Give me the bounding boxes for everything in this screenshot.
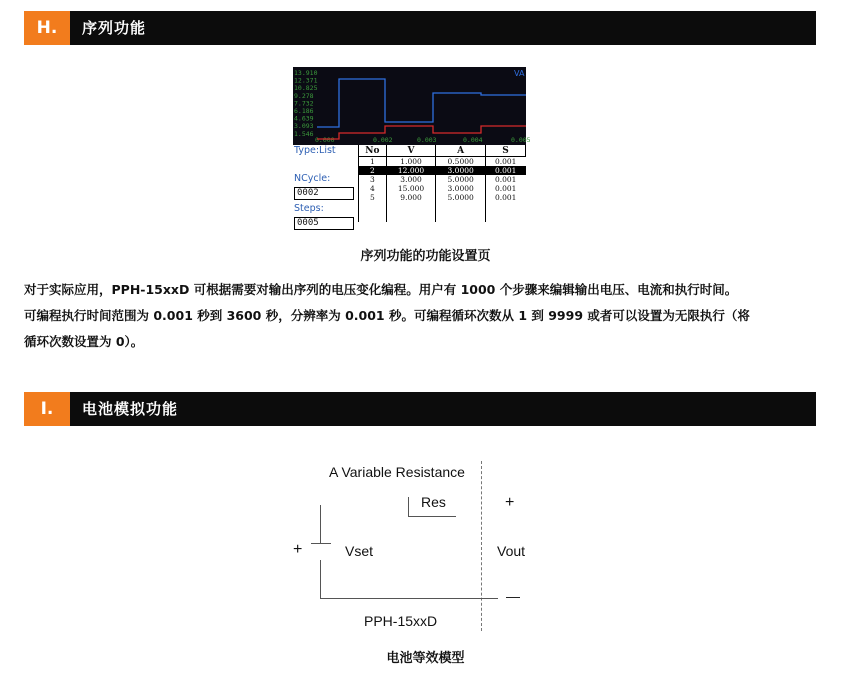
x-tick-label: 0.005: [511, 136, 531, 144]
cell-s: 0.001: [485, 166, 525, 175]
minus-output: —: [506, 588, 520, 604]
figure-caption-battery: 电池等效模型: [386, 651, 465, 666]
cell-s: 0.001: [485, 157, 525, 167]
cell-a: 3.0000: [436, 166, 486, 175]
res-label: Res: [421, 494, 446, 510]
cell-a: 0.5000: [436, 157, 486, 167]
sequence-description: [24, 277, 824, 355]
section-i-letter: I.: [24, 392, 70, 426]
y-tick-label: 1.546: [294, 129, 314, 138]
section-h-letter: H.: [24, 11, 70, 45]
cell-a: 3.0000: [436, 184, 486, 193]
cell-s: 0.001: [485, 193, 525, 202]
cell-no: 2: [359, 166, 387, 175]
cell-no: 1: [359, 157, 387, 167]
resistor-side: [408, 497, 409, 516]
type-label: Type:List: [294, 145, 336, 156]
figure-caption-sequence: 序列功能的功能设置页: [360, 249, 491, 264]
cell-no: 5: [359, 193, 387, 202]
paragraph-line: 循环次数设置为 0）。: [24, 334, 144, 349]
steps-field: 0005: [294, 217, 354, 230]
ncycle-field: 0002: [294, 187, 354, 200]
variable-resistance-label: A Variable Resistance: [329, 464, 465, 480]
vset-label: Vset: [345, 543, 374, 559]
cell-no: 4: [359, 184, 387, 193]
table-header-row: [359, 145, 526, 157]
table-row: [359, 184, 526, 193]
y-tick-label: 10.825: [294, 84, 318, 93]
steps-label: Steps:: [294, 203, 324, 214]
sequence-table: [358, 145, 526, 222]
y-tick-label: 7.732: [294, 99, 314, 108]
voltage-trace: [317, 79, 526, 127]
output-boundary-line: [481, 461, 482, 631]
sequence-waveform-screen: [293, 67, 531, 145]
cell-a: 5.0000: [436, 175, 486, 184]
col-header-v: V: [386, 145, 436, 157]
waveform-svg: [293, 67, 531, 145]
y-tick-label: 3.093: [294, 122, 314, 131]
y-tick-label: 9.278: [294, 91, 314, 100]
x-tick-label: 0.004: [463, 136, 483, 144]
resistor-bar: [408, 516, 456, 517]
cell-v: 9.000: [386, 193, 436, 202]
vout-label: Vout: [497, 543, 526, 559]
corner-va-label: VA: [514, 69, 525, 78]
ncycle-label: NCycle:: [294, 173, 331, 184]
col-header-no: No: [359, 145, 387, 157]
y-tick-label: 13.910: [294, 69, 318, 77]
cell-s: 0.001: [485, 184, 525, 193]
x-tick-label: 0.003: [417, 136, 437, 144]
cell-s: 0.001: [485, 175, 525, 184]
x-tick-label: 0.000: [315, 136, 335, 144]
model-label: PPH-15xxD: [364, 613, 438, 629]
plus-source: +: [293, 541, 303, 558]
list-settings-panel: [293, 145, 526, 231]
section-h-title: 序列功能: [82, 19, 147, 37]
cell-a: 5.0000: [436, 193, 486, 202]
col-header-a: A: [436, 145, 486, 157]
y-tick-label: 12.371: [294, 76, 318, 85]
cell-v: 15.000: [386, 184, 436, 193]
table-row: [359, 193, 526, 202]
cell-v: 3.000: [386, 175, 436, 184]
section-i-title: 电池模拟功能: [82, 400, 179, 418]
battery-plate: [311, 543, 331, 544]
table-row-selected: [359, 166, 526, 175]
section-i-header: [24, 392, 816, 426]
paragraph-line: 可编程执行时间范围为 0.001 秒到 3600 秒，分辨率为 0.001 秒。可编程循环次数从 1 到 9999 或者可以设置为无限执行（将: [24, 308, 750, 323]
y-tick-label: 4.639: [294, 114, 314, 123]
source-wire-top: [320, 505, 321, 543]
source-wire-bottom: [320, 560, 321, 598]
section-h-header: [24, 11, 816, 45]
table-row-empty: [359, 202, 526, 222]
ground-wire: [320, 598, 498, 599]
cell-v: 1.000: [386, 157, 436, 167]
col-header-s: S: [485, 145, 525, 157]
y-tick-label: 6.186: [294, 107, 314, 115]
cell-no: 3: [359, 175, 387, 184]
x-tick-label: 0.002: [373, 136, 393, 144]
cell-v: 12.000: [386, 166, 436, 175]
table-row: [359, 157, 526, 167]
plus-output: +: [505, 494, 515, 511]
paragraph-line: 对于实际应用，PPH-15xxD 可根据需要对输出序列的电压变化编程。用户有 1000 个步骤来编辑输出电压、电流和执行时间。: [24, 282, 738, 297]
table-row: [359, 175, 526, 184]
